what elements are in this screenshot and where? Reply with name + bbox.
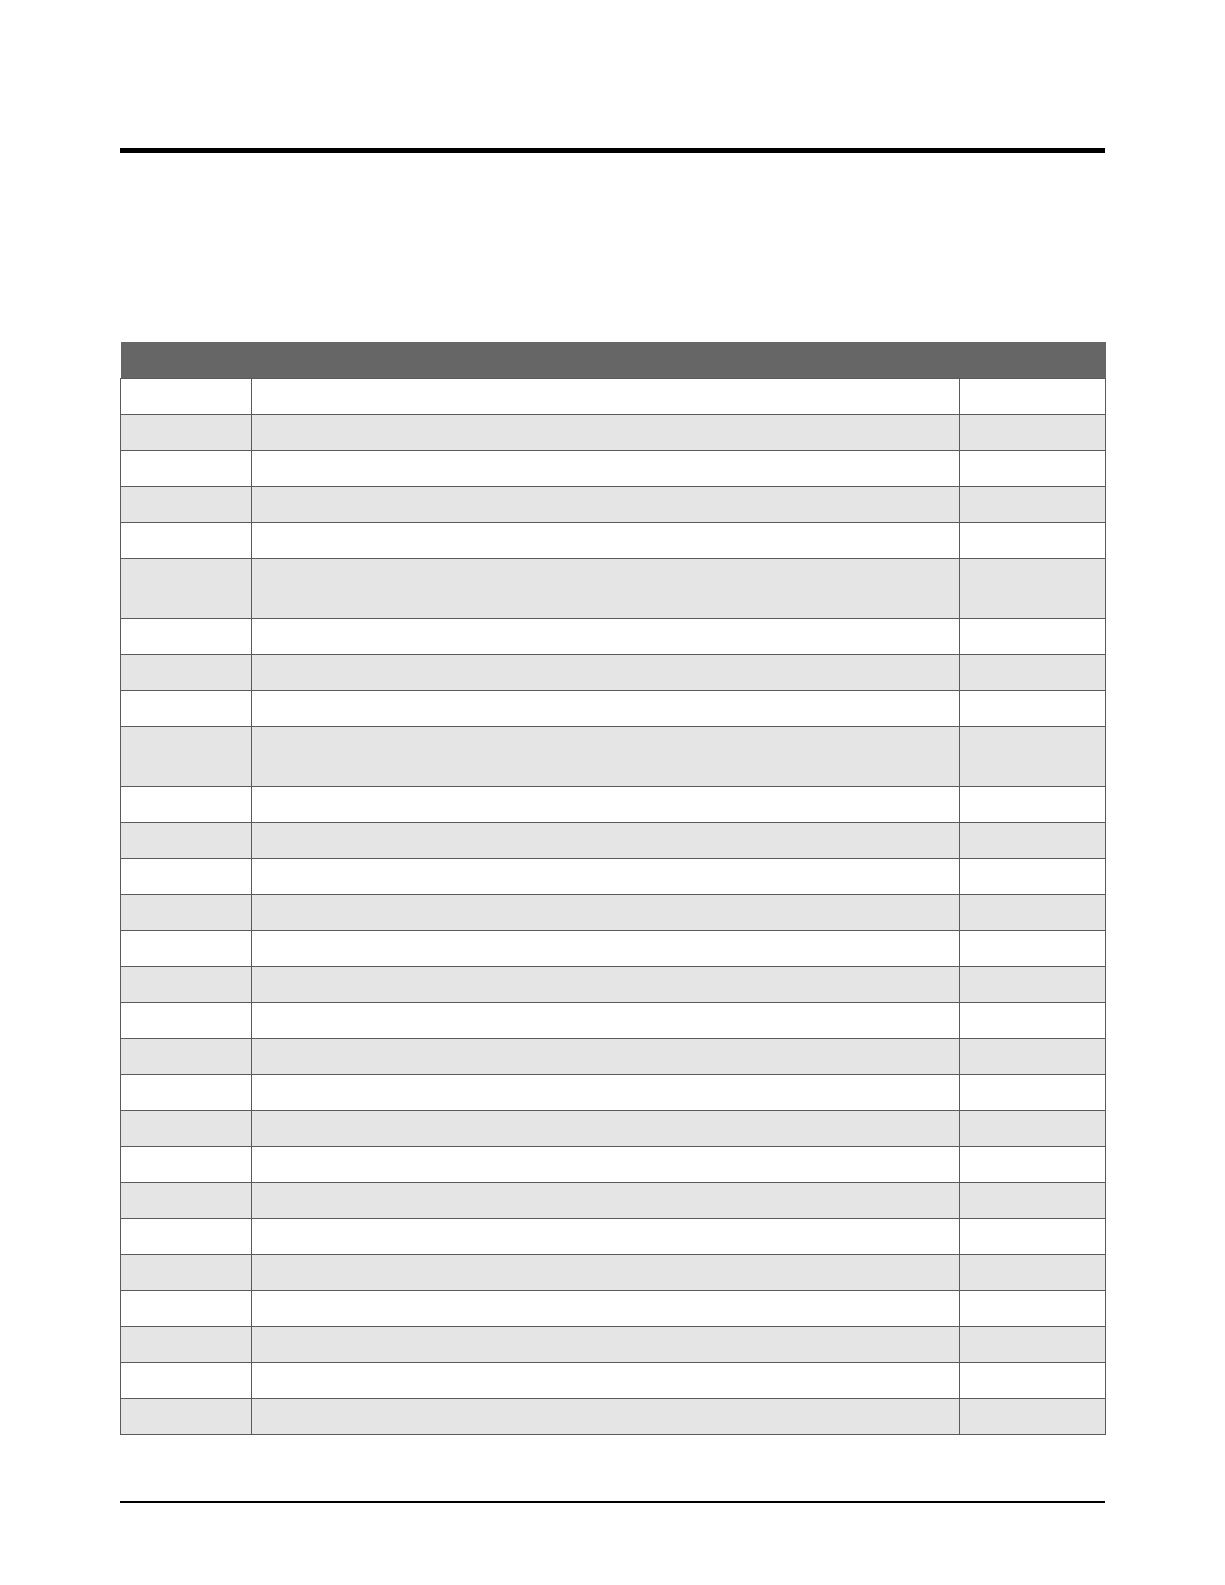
table-cell-col-2	[252, 1219, 960, 1255]
table-row	[121, 655, 1106, 691]
table-cell-col-2	[252, 523, 960, 559]
table-header-row	[121, 342, 1106, 379]
table-cell-col-1	[121, 1399, 252, 1435]
table-row	[121, 487, 1106, 523]
table-cell-col-3	[960, 1363, 1106, 1399]
table-cell-col-2	[252, 859, 960, 895]
table-row	[121, 1255, 1106, 1291]
table-row	[121, 1291, 1106, 1327]
table-cell-col-2	[252, 451, 960, 487]
table-cell-col-3	[960, 619, 1106, 655]
table-cell-col-1	[121, 1147, 252, 1183]
table-cell-col-3	[960, 415, 1106, 451]
table-cell-col-3	[960, 895, 1106, 931]
table-cell-col-1	[121, 1363, 252, 1399]
table-row	[121, 691, 1106, 727]
table-cell-col-2	[252, 619, 960, 655]
table-row	[121, 727, 1106, 787]
table-cell-col-1	[121, 559, 252, 619]
table-cell-col-1	[121, 727, 252, 787]
table-row	[121, 415, 1106, 451]
table-row	[121, 931, 1106, 967]
table-cell-col-1	[121, 523, 252, 559]
table-cell-col-3	[960, 559, 1106, 619]
table-cell-col-1	[121, 1039, 252, 1075]
header-cell-1	[121, 342, 252, 379]
table-cell-col-3	[960, 1327, 1106, 1363]
table-cell-col-2	[252, 1147, 960, 1183]
table-cell-col-1	[121, 415, 252, 451]
table-cell-col-1	[121, 1003, 252, 1039]
table-row	[121, 967, 1106, 1003]
table-cell-col-3	[960, 1075, 1106, 1111]
table-cell-col-1	[121, 451, 252, 487]
table-cell-col-3	[960, 823, 1106, 859]
table-cell-col-2	[252, 415, 960, 451]
table-row	[121, 523, 1106, 559]
table-body	[121, 379, 1106, 1435]
table-cell-col-1	[121, 859, 252, 895]
table-cell-col-2	[252, 895, 960, 931]
table-row	[121, 1003, 1106, 1039]
table-row	[121, 1219, 1106, 1255]
table-row	[121, 559, 1106, 619]
table-cell-col-3	[960, 379, 1106, 415]
table-cell-col-3	[960, 1291, 1106, 1327]
table-row	[121, 1327, 1106, 1363]
table-cell-col-1	[121, 1291, 252, 1327]
table-row	[121, 451, 1106, 487]
table-row	[121, 1363, 1106, 1399]
table-cell-col-3	[960, 1039, 1106, 1075]
table-cell-col-2	[252, 1291, 960, 1327]
table-cell-col-1	[121, 823, 252, 859]
table-cell-col-1	[121, 787, 252, 823]
table-row	[121, 859, 1106, 895]
table-cell-col-3	[960, 1147, 1106, 1183]
data-table	[120, 342, 1106, 1435]
table-cell-col-1	[121, 1183, 252, 1219]
table-cell-col-2	[252, 559, 960, 619]
table-cell-col-2	[252, 1327, 960, 1363]
table-cell-col-3	[960, 655, 1106, 691]
bottom-rule	[120, 1501, 1105, 1503]
table-cell-col-3	[960, 727, 1106, 787]
table-cell-col-3	[960, 1183, 1106, 1219]
table-cell-col-3	[960, 1003, 1106, 1039]
table-cell-col-3	[960, 451, 1106, 487]
table-row	[121, 1111, 1106, 1147]
table-cell-col-2	[252, 1111, 960, 1147]
table-cell-col-3	[960, 691, 1106, 727]
table-cell-col-2	[252, 655, 960, 691]
header-cell-2	[252, 342, 960, 379]
table-cell-col-2	[252, 931, 960, 967]
table-cell-col-1	[121, 487, 252, 523]
table-cell-col-2	[252, 1255, 960, 1291]
table-cell-col-3	[960, 1399, 1106, 1435]
table-cell-col-3	[960, 967, 1106, 1003]
table-cell-col-2	[252, 727, 960, 787]
table-row	[121, 895, 1106, 931]
table-row	[121, 823, 1106, 859]
table-cell-col-3	[960, 487, 1106, 523]
table-cell-col-3	[960, 1111, 1106, 1147]
table-cell-col-1	[121, 655, 252, 691]
table-cell-col-1	[121, 895, 252, 931]
table-cell-col-3	[960, 787, 1106, 823]
table-cell-col-2	[252, 1399, 960, 1435]
table-row	[121, 379, 1106, 415]
table-cell-col-2	[252, 1003, 960, 1039]
table-cell-col-1	[121, 1219, 252, 1255]
table-cell-col-1	[121, 691, 252, 727]
table-header	[121, 342, 1106, 379]
table-cell-col-1	[121, 1327, 252, 1363]
table-cell-col-3	[960, 859, 1106, 895]
table-row	[121, 1075, 1106, 1111]
table-cell-col-2	[252, 691, 960, 727]
table-row	[121, 1147, 1106, 1183]
table-cell-col-3	[960, 931, 1106, 967]
table-row	[121, 1183, 1106, 1219]
table-cell-col-2	[252, 487, 960, 523]
table-cell-col-2	[252, 823, 960, 859]
header-cell-3	[960, 342, 1106, 379]
table-cell-col-2	[252, 1183, 960, 1219]
table-cell-col-1	[121, 1075, 252, 1111]
table-cell-col-2	[252, 1039, 960, 1075]
table-cell-col-1	[121, 379, 252, 415]
table-cell-col-1	[121, 1111, 252, 1147]
table-row	[121, 1399, 1106, 1435]
table-row	[121, 1039, 1106, 1075]
table-cell-col-1	[121, 1255, 252, 1291]
table-cell-col-2	[252, 967, 960, 1003]
table-cell-col-3	[960, 1219, 1106, 1255]
table-cell-col-1	[121, 619, 252, 655]
table-cell-col-1	[121, 931, 252, 967]
table-cell-col-2	[252, 379, 960, 415]
top-rule	[120, 148, 1105, 153]
table-cell-col-2	[252, 1363, 960, 1399]
table-cell-col-3	[960, 1255, 1106, 1291]
table-cell-col-3	[960, 523, 1106, 559]
table-cell-col-2	[252, 787, 960, 823]
table-row	[121, 619, 1106, 655]
table-cell-col-2	[252, 1075, 960, 1111]
table-row	[121, 787, 1106, 823]
table-cell-col-1	[121, 967, 252, 1003]
